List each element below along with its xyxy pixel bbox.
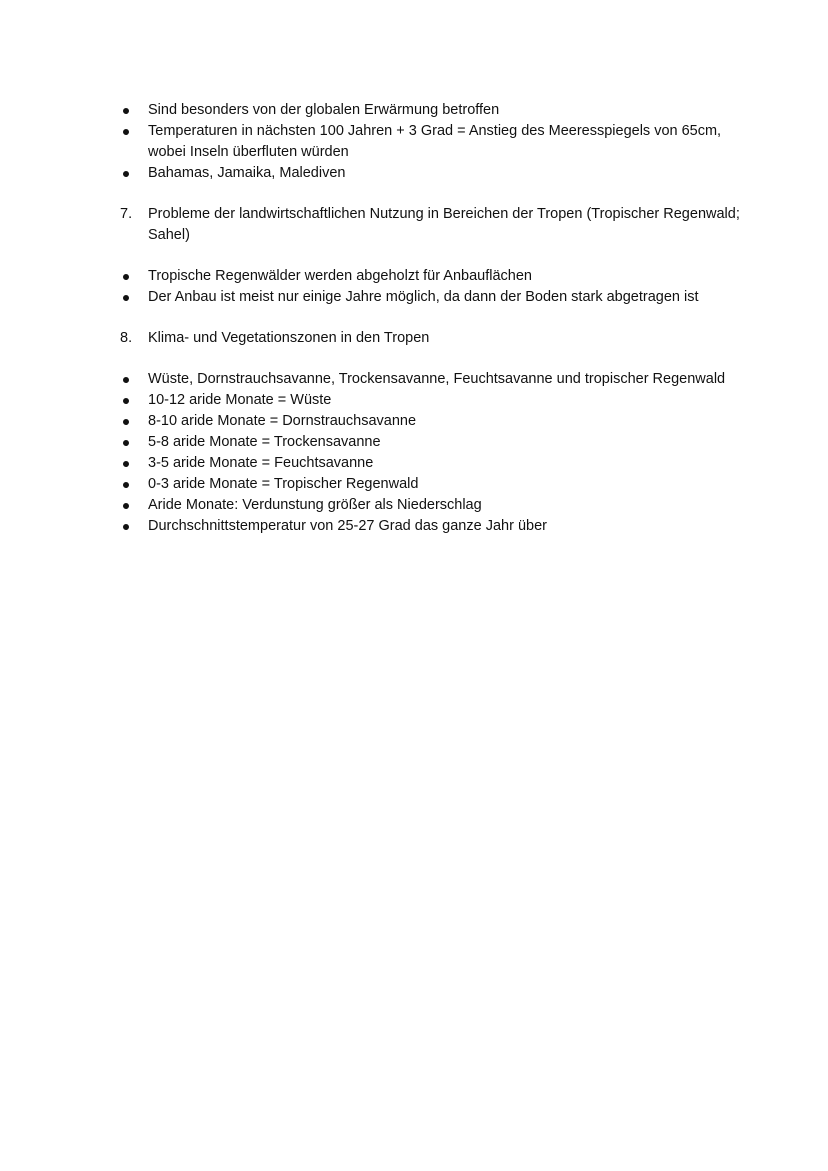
list-item: 10-12 aride Monate = Wüste	[120, 390, 740, 411]
list-item: 0-3 aride Monate = Tropischer Regenwald	[120, 474, 740, 495]
bullet-icon	[123, 129, 129, 135]
bullet-icon	[123, 440, 129, 446]
list-item: 3-5 aride Monate = Feuchtsavanne	[120, 453, 740, 474]
bullet-icon	[123, 461, 129, 467]
spacer	[120, 184, 740, 204]
bullet-icon	[123, 108, 129, 114]
bullet-list-intro	[120, 100, 740, 184]
list-item: Aride Monate: Verdunstung größer als Niederschlag	[120, 495, 740, 516]
list-number: 7.	[120, 206, 133, 222]
spacer	[120, 349, 740, 369]
bullet-icon	[123, 398, 129, 404]
bullet-icon	[123, 171, 129, 177]
spacer	[120, 308, 740, 328]
list-item: Sind besonders von der globalen Erwärmung betroffen	[120, 100, 740, 121]
bullet-icon	[123, 503, 129, 509]
list-item: Der Anbau ist meist nur einige Jahre möglich, da dann der Boden stark abgetragen ist	[120, 287, 740, 308]
list-item: Durchschnittstemperatur von 25-27 Grad das ganze Jahr über	[120, 516, 740, 537]
bullet-icon	[123, 482, 129, 488]
document-content	[120, 100, 740, 537]
bullet-list-section-7	[120, 266, 740, 308]
list-item: 5-8 aride Monate = Trockensavanne	[120, 432, 740, 453]
numbered-heading-8	[120, 328, 740, 349]
bullet-icon	[123, 377, 129, 383]
list-item: Temperaturen in nächsten 100 Jahren + 3 Grad = Anstieg des Meeresspiegels von 65cm, wobei Inseln überfluten würden	[120, 121, 740, 163]
bullet-icon	[123, 274, 129, 280]
heading-text: Probleme der landwirtschaftlichen Nutzung in Bereichen der Tropen (Tropischer Regenwald; Sahel)	[148, 206, 740, 243]
list-item: 8-10 aride Monate = Dornstrauchsavanne	[120, 411, 740, 432]
list-item: Wüste, Dornstrauchsavanne, Trockensavanne, Feuchtsavanne und tropischer Regenwald	[120, 369, 740, 390]
list-item: Bahamas, Jamaika, Malediven	[120, 163, 740, 184]
bullet-icon	[123, 419, 129, 425]
spacer	[120, 246, 740, 266]
bullet-icon	[123, 524, 129, 530]
numbered-heading-7	[120, 204, 740, 246]
list-number: 8.	[120, 330, 133, 346]
heading-text: Klima- und Vegetationszonen in den Tropen	[148, 330, 430, 346]
bullet-list-section-8	[120, 369, 740, 537]
list-item: Tropische Regenwälder werden abgeholzt für Anbauflächen	[120, 266, 740, 287]
bullet-icon	[123, 295, 129, 301]
